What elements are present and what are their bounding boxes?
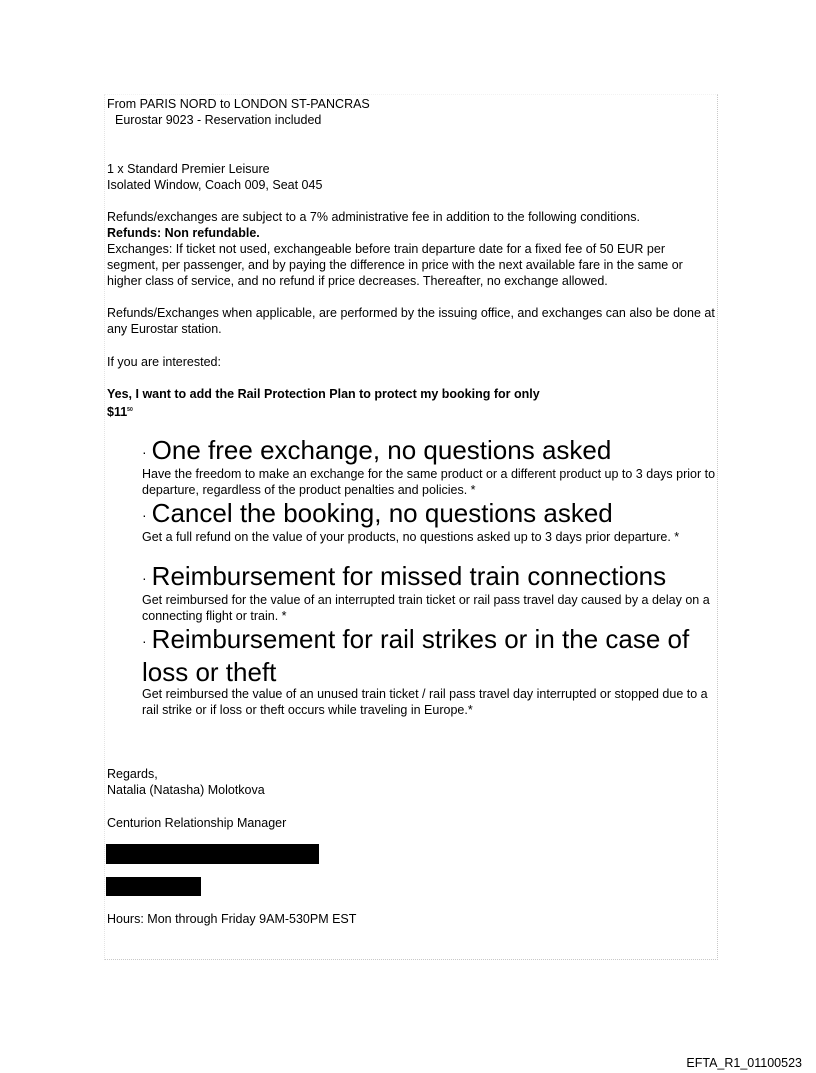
route-line: From PARIS NORD to LONDON ST-PANCRAS: [107, 97, 370, 111]
bullet-icon: ·: [142, 569, 147, 586]
offer-headline: Yes, I want to add the Rail Protection Plan to protect my booking for only: [107, 387, 540, 401]
benefit-description: Get reimbursed for the value of an interrupted train ticket or rail pass travel day caused by a delay on a connecting flight or train. *: [142, 593, 710, 623]
benefit-description: Get a full refund on the value of your products, no questions asked up to 3 days prior departure. *: [142, 530, 680, 544]
closing: Regards,: [107, 767, 158, 781]
benefit-title-text: Reimbursement for missed train connections: [151, 561, 667, 591]
benefit-title-text: Cancel the booking, no questions asked: [151, 498, 613, 528]
benefit-title: [142, 498, 613, 531]
sender-title: Centurion Relationship Manager: [107, 816, 287, 830]
train-line: Eurostar 9023 - Reservation included: [115, 113, 322, 127]
exchanges-policy: Exchanges: If ticket not used, exchangeable before train departure date for a fixed fee of 50 EUR per segment, per passenger, and by paying the difference in price with the next available fare in the same or higher class of service, and no refund if price decreases. Thereafter, no exchange allowed.: [107, 242, 683, 288]
price-cents: 50: [127, 407, 133, 413]
benefit-title: [142, 561, 666, 594]
seat-line: Isolated Window, Coach 009, Seat 045: [107, 178, 323, 192]
interested-line: If you are interested:: [107, 355, 221, 369]
benefit-description: Have the freedom to make an exchange for the same product or a different product up to 3 days prior to departure, regardless of the product penalties and policies. *: [142, 467, 716, 497]
office-hours: Hours: Mon through Friday 9AM-530PM EST: [107, 912, 357, 926]
document-id: EFTA_R1_01100523: [686, 1056, 802, 1070]
redaction-bar: [106, 844, 319, 864]
redaction-bar: [106, 877, 201, 896]
refunds-policy: Refunds: Non refundable.: [107, 226, 260, 240]
applicable-policy: Refunds/Exchanges when applicable, are performed by the issuing office, and exchanges can also be done at any Eurostar station.: [107, 306, 715, 336]
benefit-title: [142, 624, 717, 688]
bullet-icon: ·: [142, 506, 147, 523]
conditions-intro: Refunds/exchanges are subject to a 7% administrative fee in addition to the following conditions.: [107, 210, 640, 224]
bullet-icon: ·: [142, 632, 147, 649]
fare-line: 1 x Standard Premier Leisure: [107, 162, 270, 176]
benefit-title: [142, 435, 611, 468]
bullet-icon: ·: [142, 443, 147, 460]
price-dollars: $11: [107, 405, 128, 420]
benefit-title-text: One free exchange, no questions asked: [151, 435, 612, 465]
benefit-title-text: Reimbursement for rail strikes or in the case of loss or theft: [142, 624, 690, 687]
benefit-description: Get reimbursed the value of an unused train ticket / rail pass travel day interrupted or stopped due to a rail strike or if loss or theft occurs while traveling in Europe.*: [142, 687, 708, 717]
sender-name: Natalia (Natasha) Molotkova: [107, 783, 265, 797]
offer-price: [107, 402, 133, 420]
